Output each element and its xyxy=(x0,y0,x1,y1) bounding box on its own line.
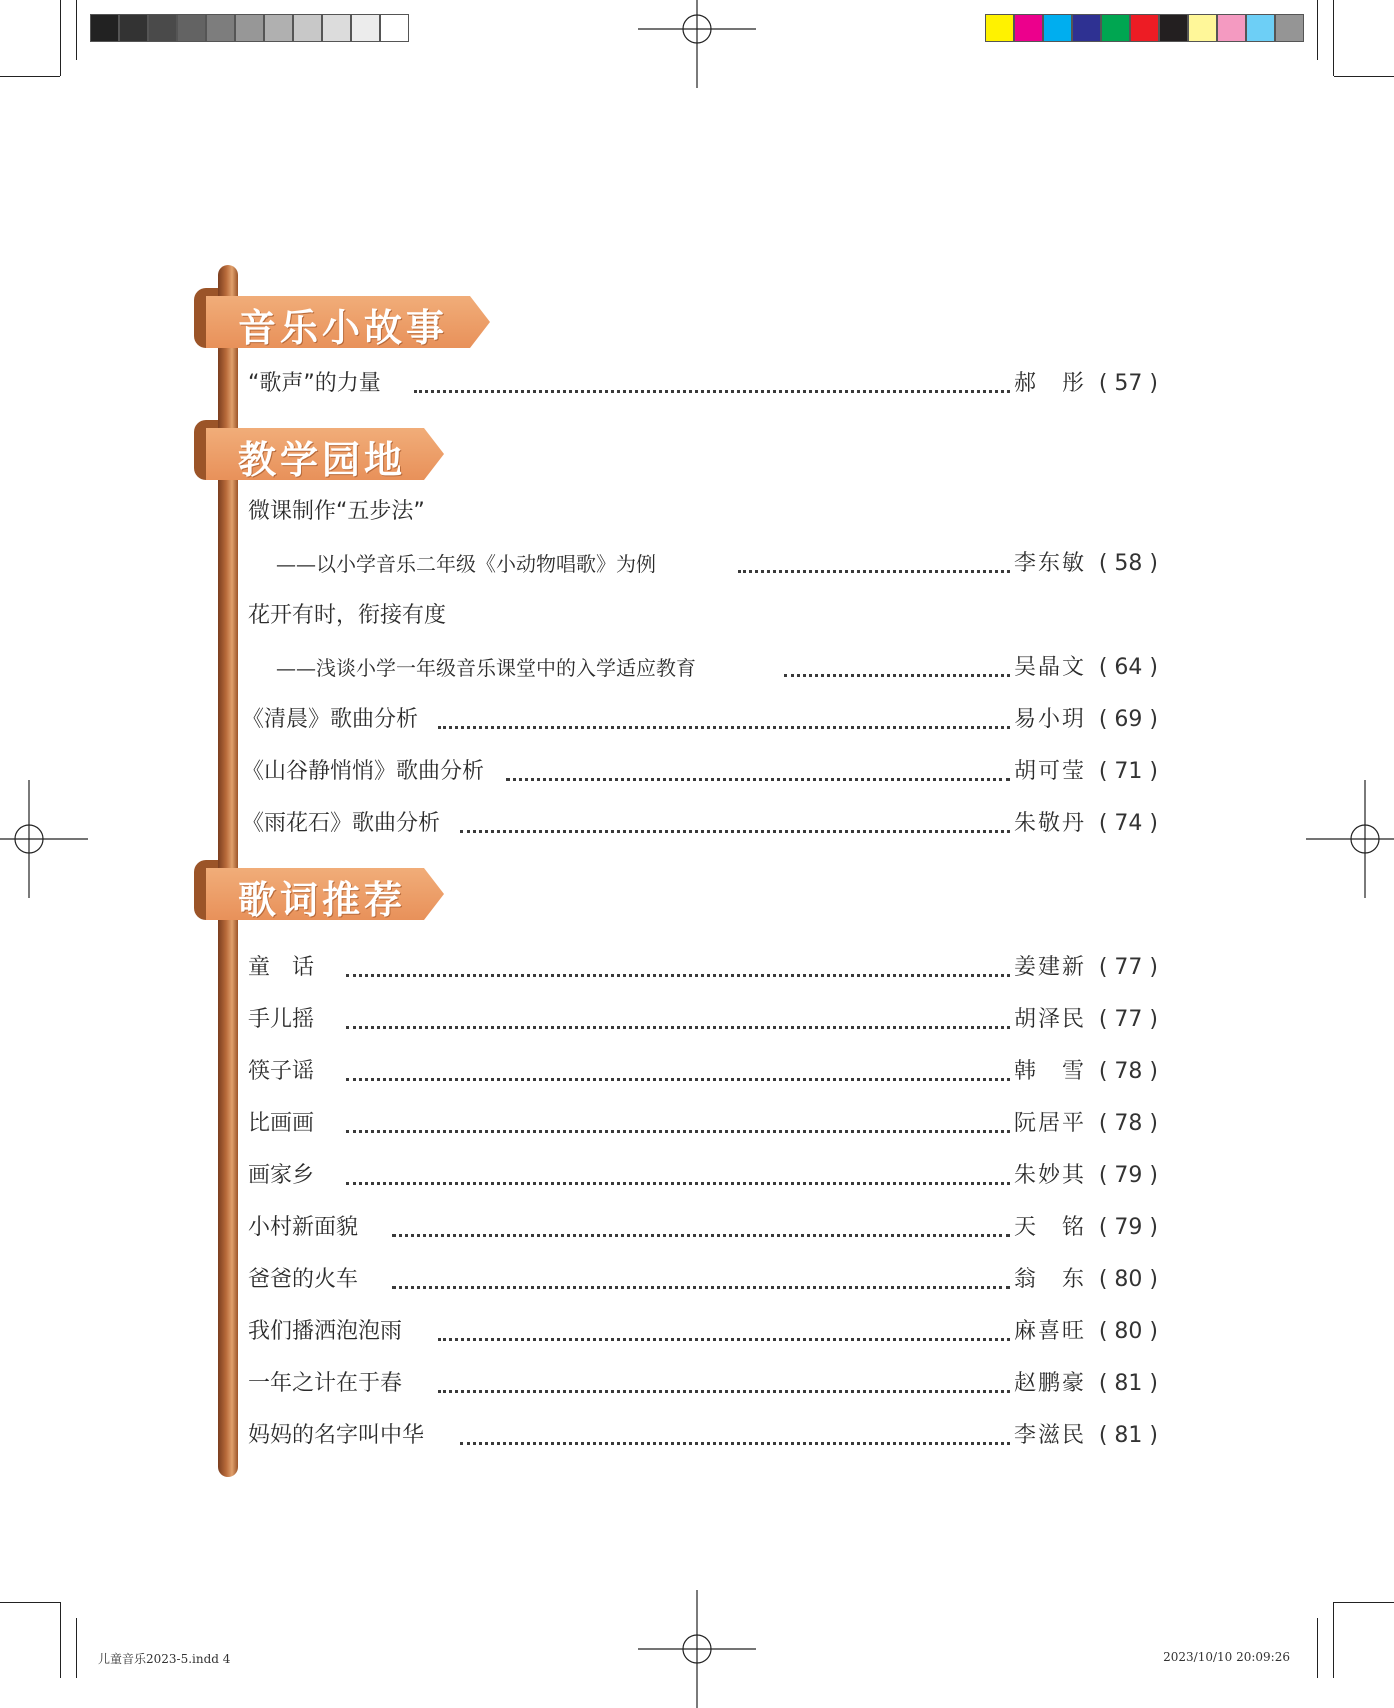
entry-page: ( 58 ) xyxy=(1098,551,1158,576)
section-banner xyxy=(194,288,490,348)
color-swatch xyxy=(1130,14,1159,42)
toc-entry[interactable] xyxy=(248,546,1158,582)
section-title: 音乐小故事 xyxy=(238,306,449,350)
entry-author: 姜建新 xyxy=(1013,955,1086,980)
toc-entry[interactable] xyxy=(248,1314,1158,1350)
entry-subtitle: ——以小学音乐二年级《小动物唱歌》为例 xyxy=(276,552,656,576)
registration-mark-top xyxy=(638,0,756,88)
section-title: 教学园地 xyxy=(238,438,407,482)
crop-mark xyxy=(1334,76,1394,77)
crop-mark xyxy=(1333,1602,1334,1678)
entry-title: 《山谷静悄悄》歌曲分析 xyxy=(242,759,485,784)
entry-page: ( 74 ) xyxy=(1098,811,1158,836)
registration-mark-right xyxy=(1306,780,1394,898)
entry-title: 童 话 xyxy=(248,955,315,980)
entry-title: 《清晨》歌曲分析 xyxy=(242,707,419,732)
section-banner xyxy=(194,860,444,920)
crop-mark xyxy=(0,1602,60,1603)
color-swatch xyxy=(1014,14,1043,42)
gray-swatch xyxy=(177,14,206,42)
gray-swatch xyxy=(380,14,409,42)
toc-entry[interactable] xyxy=(248,1366,1158,1402)
entry-page: ( 78 ) xyxy=(1098,1059,1158,1084)
toc-entry[interactable] xyxy=(248,1158,1158,1194)
entry-author: 赵鹏豪 xyxy=(1013,1371,1086,1396)
dot-leader xyxy=(346,1130,1010,1133)
color-swatch xyxy=(1246,14,1275,42)
toc-entry[interactable] xyxy=(248,1002,1158,1038)
toc-entry[interactable] xyxy=(248,366,1158,402)
dot-leader xyxy=(460,1442,1010,1445)
dot-leader xyxy=(346,1078,1010,1081)
color-swatch xyxy=(1101,14,1130,42)
dot-leader xyxy=(392,1286,1010,1289)
entry-page: ( 80 ) xyxy=(1098,1267,1158,1292)
crop-mark xyxy=(1334,1602,1394,1603)
dot-leader xyxy=(346,1026,1010,1029)
entry-title: 画家乡 xyxy=(248,1163,315,1188)
gray-swatch xyxy=(119,14,148,42)
registration-mark-left xyxy=(0,780,88,898)
crop-mark xyxy=(76,0,77,60)
entry-author: 胡可莹 xyxy=(1013,759,1086,784)
entry-author: 韩 雪 xyxy=(1013,1059,1086,1084)
entry-author: 郝 彤 xyxy=(1013,371,1086,396)
toc-entry[interactable] xyxy=(248,1106,1158,1142)
toc-entry[interactable] xyxy=(248,1418,1158,1454)
gray-swatch xyxy=(235,14,264,42)
entry-page: ( 79 ) xyxy=(1098,1215,1158,1240)
entry-author: 易小玥 xyxy=(1013,707,1086,732)
dot-leader xyxy=(784,674,1010,677)
gray-swatch xyxy=(90,14,119,42)
entry-title: 《雨花石》歌曲分析 xyxy=(242,811,441,836)
entry-page: ( 81 ) xyxy=(1098,1371,1158,1396)
footer-timestamp: 2023/10/10 20:09:26 xyxy=(1163,1650,1290,1664)
color-swatch xyxy=(1217,14,1246,42)
entry-page: ( 64 ) xyxy=(1098,655,1158,680)
gray-swatch xyxy=(206,14,235,42)
gray-swatch xyxy=(148,14,177,42)
footer-filename: 儿童音乐2023-5.indd 4 xyxy=(98,1652,231,1666)
entry-page: ( 81 ) xyxy=(1098,1423,1158,1448)
toc-entry[interactable] xyxy=(248,1262,1158,1298)
color-swatch xyxy=(1072,14,1101,42)
dot-leader xyxy=(460,830,1010,833)
toc-entry[interactable] xyxy=(248,1210,1158,1246)
entry-author: 翁 东 xyxy=(1013,1267,1086,1292)
crop-mark xyxy=(76,1618,77,1678)
entry-author: 朱妙其 xyxy=(1013,1163,1086,1188)
entry-title: 筷子谣 xyxy=(248,1059,315,1084)
crop-mark xyxy=(1317,1618,1318,1678)
dot-leader xyxy=(506,778,1010,781)
entry-author: 麻喜旺 xyxy=(1013,1319,1086,1344)
gray-swatch xyxy=(322,14,351,42)
entry-page: ( 77 ) xyxy=(1098,1007,1158,1032)
gray-swatch xyxy=(264,14,293,42)
gray-swatch xyxy=(293,14,322,42)
toc-entry[interactable] xyxy=(248,1054,1158,1090)
dot-leader xyxy=(346,1182,1010,1185)
dot-leader xyxy=(346,974,1010,977)
entry-title: “歌声”的力量 xyxy=(248,371,381,396)
gray-swatch xyxy=(351,14,380,42)
entry-author: 李滋民 xyxy=(1013,1423,1086,1448)
entry-title: 妈妈的名字叫中华 xyxy=(248,1423,425,1448)
dot-leader xyxy=(438,1390,1010,1393)
entry-page: ( 77 ) xyxy=(1098,955,1158,980)
color-swatch xyxy=(1275,14,1304,42)
entry-title: 我们播洒泡泡雨 xyxy=(248,1319,403,1344)
section-title: 歌词推荐 xyxy=(238,878,407,922)
color-swatch xyxy=(1159,14,1188,42)
entry-title: 爸爸的火车 xyxy=(248,1267,359,1292)
entry-page: ( 80 ) xyxy=(1098,1319,1158,1344)
entry-author: 阮居平 xyxy=(1013,1111,1086,1136)
entry-author: 吴晶文 xyxy=(1013,655,1086,680)
color-swatch xyxy=(985,14,1014,42)
entry-author: 天 铭 xyxy=(1013,1215,1086,1240)
entry-author: 朱敬丹 xyxy=(1013,811,1086,836)
toc-entry[interactable] xyxy=(248,650,1158,686)
entry-title: 手儿摇 xyxy=(248,1007,315,1032)
entry-subtitle: ——浅谈小学一年级音乐课堂中的入学适应教育 xyxy=(276,656,696,680)
dot-leader xyxy=(414,390,1010,393)
crop-mark xyxy=(60,1602,61,1678)
entry-title: 一年之计在于春 xyxy=(248,1371,403,1396)
crop-mark xyxy=(1317,0,1318,60)
entry-title: 小村新面貌 xyxy=(248,1215,359,1240)
entry-page: ( 79 ) xyxy=(1098,1163,1158,1188)
crop-mark xyxy=(0,76,60,77)
entry-title[interactable]: 微课制作“五步法” xyxy=(248,499,425,524)
color-swatch xyxy=(1188,14,1217,42)
color-swatch xyxy=(1043,14,1072,42)
entry-page: ( 71 ) xyxy=(1098,759,1158,784)
entry-page: ( 78 ) xyxy=(1098,1111,1158,1136)
crop-mark xyxy=(60,0,61,76)
registration-mark-bottom xyxy=(638,1590,756,1708)
section-banner xyxy=(194,420,444,480)
toc-entry[interactable] xyxy=(242,754,1158,790)
dot-leader xyxy=(438,1338,1010,1341)
entry-page: ( 57 ) xyxy=(1098,371,1158,396)
entry-author: 李东敏 xyxy=(1013,551,1086,576)
toc-entry[interactable] xyxy=(242,806,1158,842)
toc-entry[interactable] xyxy=(248,950,1158,986)
dot-leader xyxy=(438,726,1010,729)
entry-author: 胡泽民 xyxy=(1013,1007,1086,1032)
dot-leader xyxy=(392,1234,1010,1237)
entry-title[interactable]: 花开有时，衔接有度 xyxy=(248,603,447,628)
dot-leader xyxy=(738,570,1010,573)
toc-entry[interactable] xyxy=(242,702,1158,738)
entry-page: ( 69 ) xyxy=(1098,707,1158,732)
crop-mark xyxy=(1333,0,1334,76)
entry-title: 比画画 xyxy=(248,1111,315,1136)
